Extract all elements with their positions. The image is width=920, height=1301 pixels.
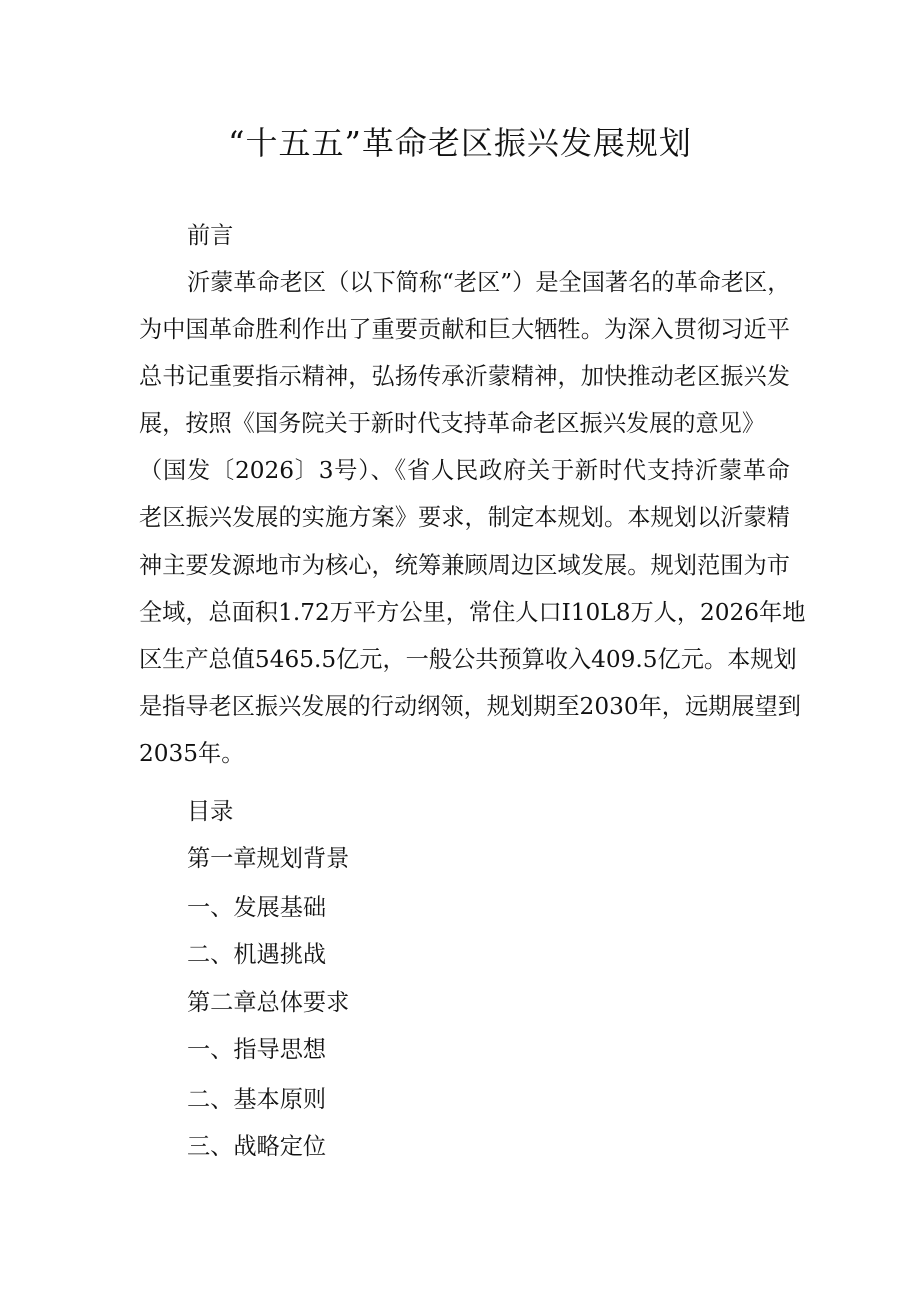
paragraph-line: 2035年。 xyxy=(139,740,245,767)
toc-item: 二、基本原则 xyxy=(187,1086,327,1113)
toc-item: 第一章规划背景 xyxy=(187,845,350,872)
toc-item: 第二章总体要求 xyxy=(187,989,350,1016)
toc-item: 二、机遇挑战 xyxy=(187,941,327,968)
paragraph-line: 沂蒙革命老区（以下简称“老区”）是全国著名的革命老区， xyxy=(187,269,791,296)
toc-item: 一、发展基础 xyxy=(187,894,327,921)
document-title: “十五五”革命老区振兴发展规划 xyxy=(228,124,692,162)
paragraph-line: 神主要发源地市为核心，统筹兼顾周边区域发展。规划范围为市 xyxy=(139,552,790,579)
paragraph-line: 展，按照《国务院关于新时代支持革命老区振兴发展的意见》 xyxy=(139,410,766,437)
paragraph-line: 为中国革命胜利作出了重要贡献和巨大牺牲。为深入贯彻习近平 xyxy=(139,316,790,343)
paragraph-line: 全域，总面积1.72万平方公里，常住人口I10L8万人，2026年地 xyxy=(139,599,806,626)
paragraph-line: 总书记重要指示精神，弘扬传承沂蒙精神，加快推动老区振兴发 xyxy=(139,363,790,390)
toc-item: 三、战略定位 xyxy=(187,1133,327,1160)
toc-heading: 目录 xyxy=(187,798,234,825)
paragraph-line: （国发〔2026〕3号）、《省人民政府关于新时代支持沂蒙革命 xyxy=(139,457,790,484)
toc-item: 一、指导思想 xyxy=(187,1036,327,1063)
paragraph-line: 老区振兴发展的实施方案》要求，制定本规划。本规划以沂蒙精 xyxy=(139,504,790,531)
preface-heading: 前言 xyxy=(187,222,234,249)
paragraph-line: 区生产总值5465.5亿元，一般公共预算收入409.5亿元。本规划 xyxy=(139,646,797,673)
paragraph-line: 是指导老区振兴发展的行动纲领，规划期至2030年，远期展望到 xyxy=(139,693,801,720)
